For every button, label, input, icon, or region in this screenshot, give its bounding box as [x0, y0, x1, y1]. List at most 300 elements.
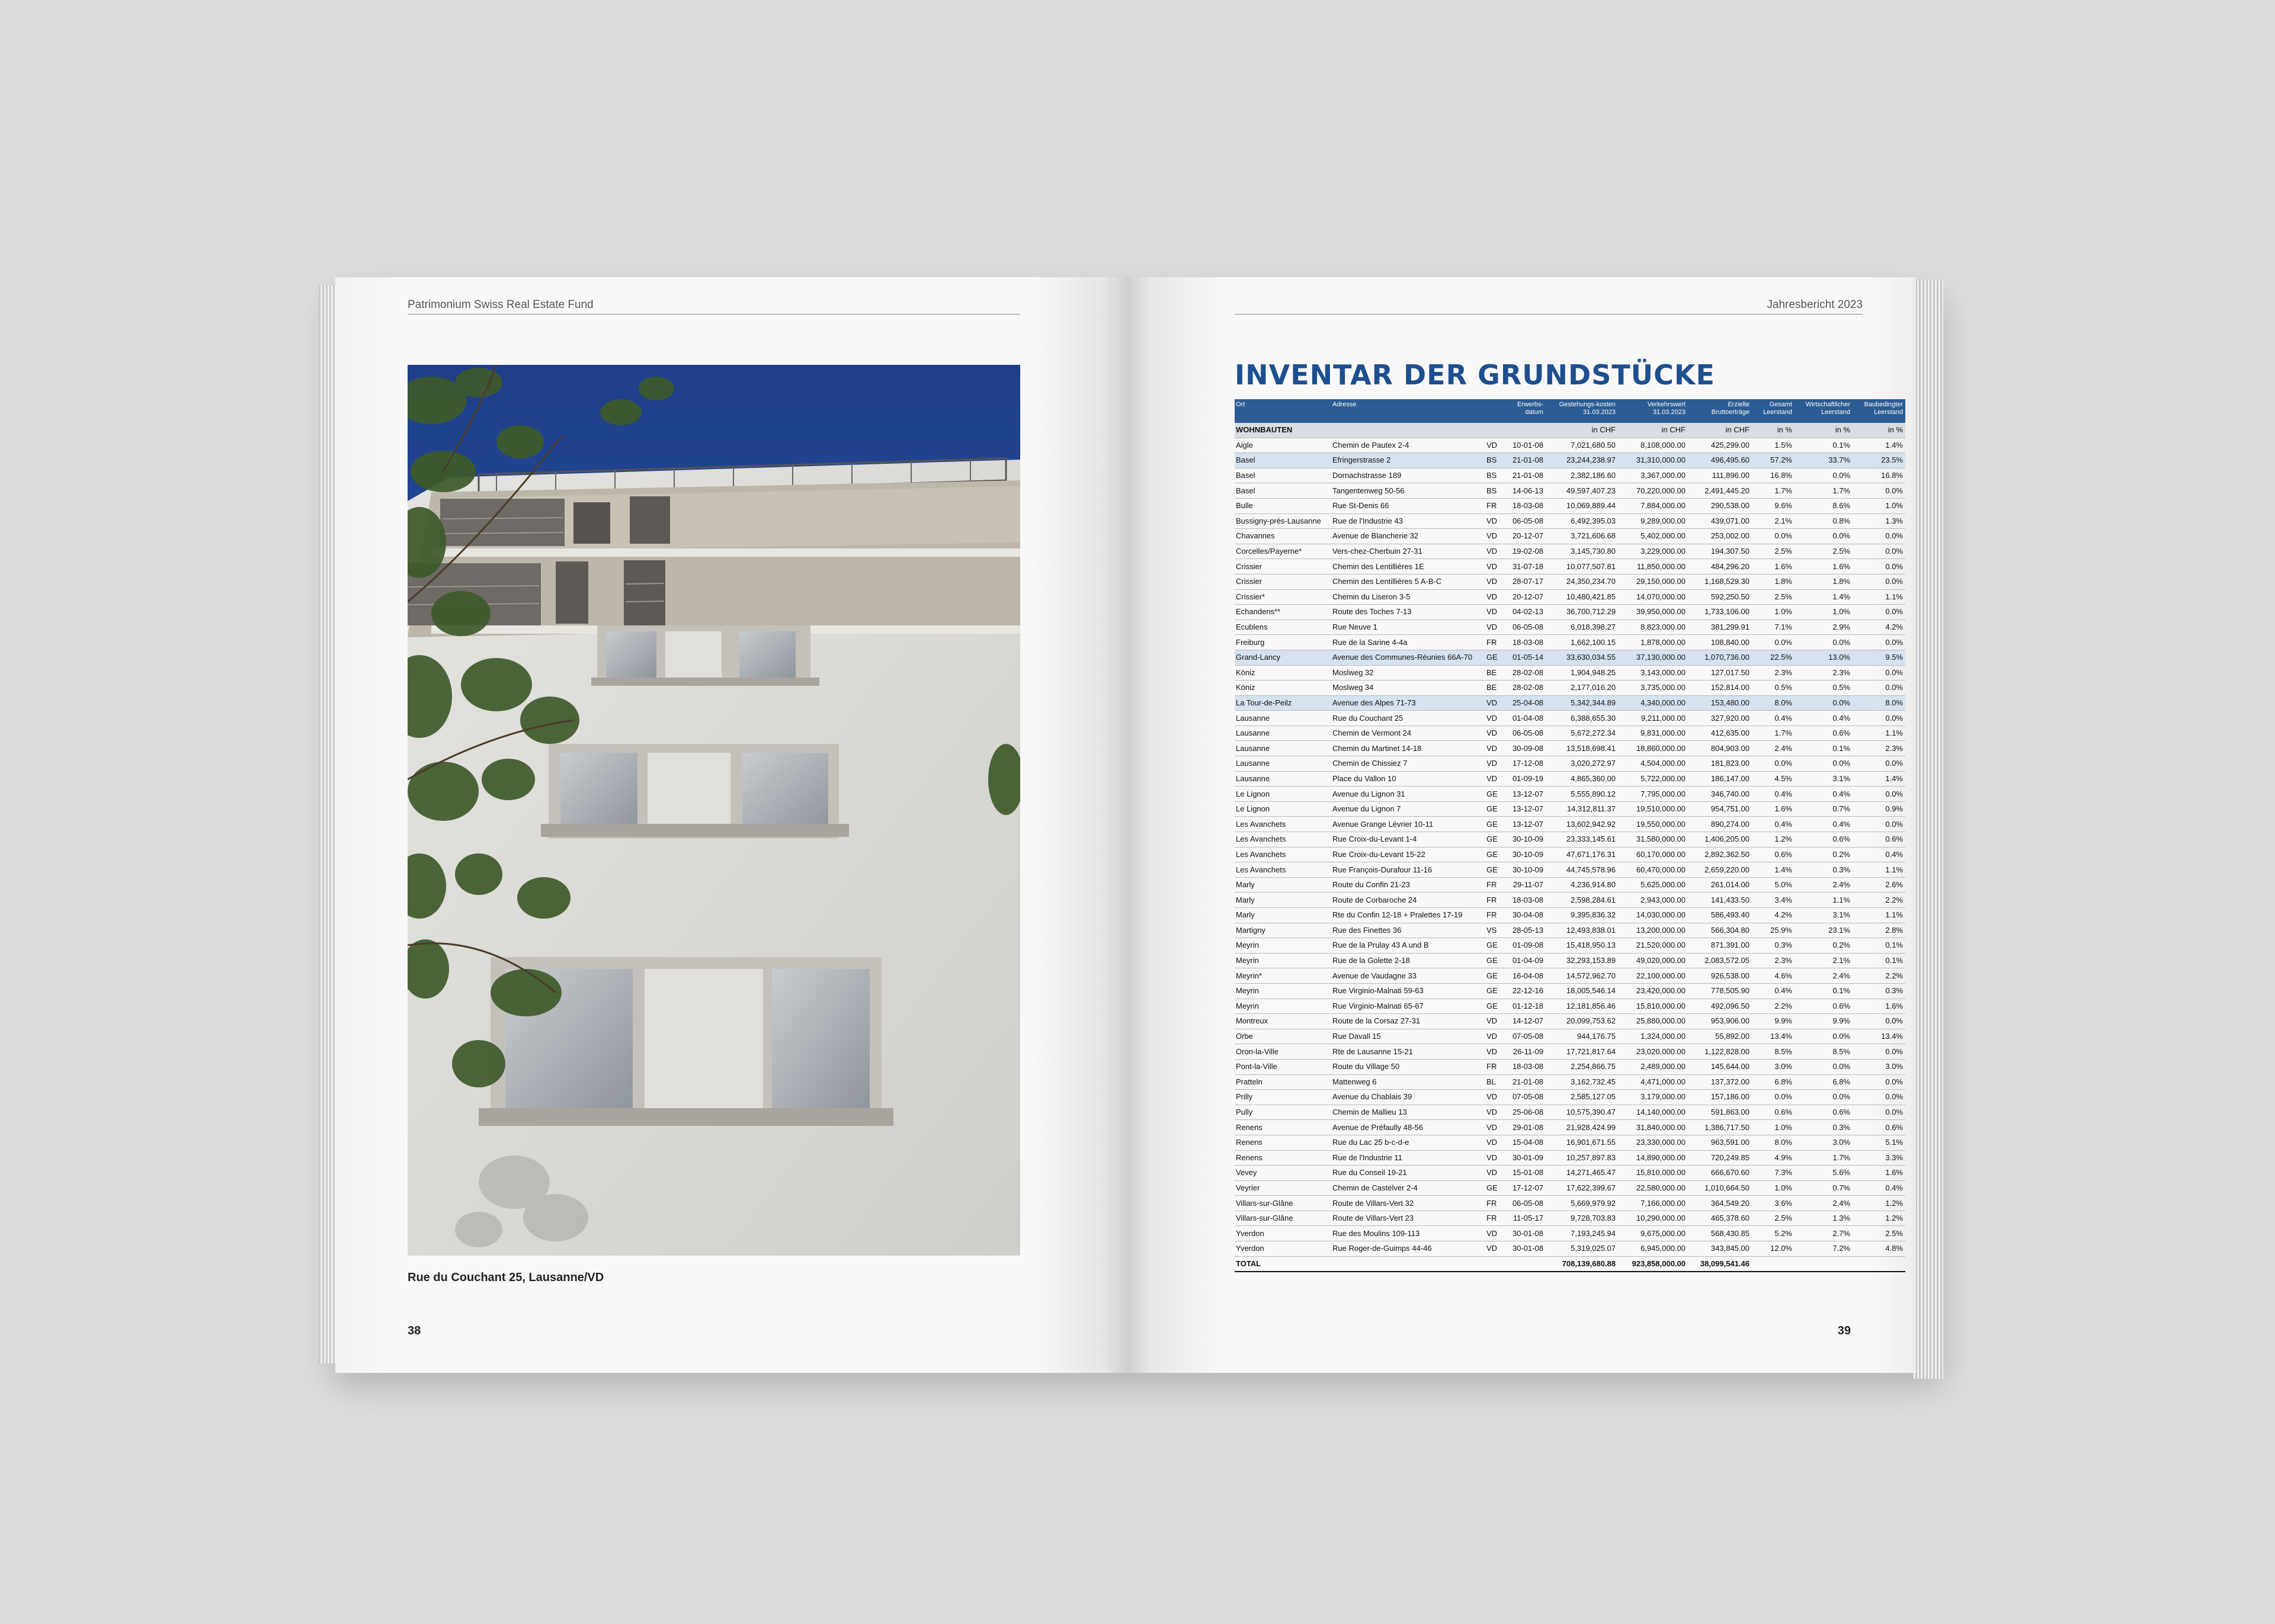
table-cell: 23,244,238.97 [1546, 453, 1618, 468]
table-cell: 10-01-08 [1503, 438, 1546, 453]
table-cell: 39,950,000.00 [1618, 605, 1688, 620]
table-cell: 0.7% [1795, 801, 1853, 817]
table-cell: Pont-la-Ville [1235, 1059, 1331, 1074]
table-cell: 44,745,578.96 [1546, 862, 1618, 878]
table-cell: 2,598,284.61 [1546, 893, 1618, 908]
table-cell: Meyrin* [1235, 968, 1331, 984]
table-cell: 16.8% [1752, 468, 1795, 483]
table-cell: 804,903.00 [1688, 741, 1752, 756]
table-cell: 2,892,362.50 [1688, 847, 1752, 862]
total-cell [1503, 1256, 1546, 1272]
table-cell: 7,166,000.00 [1618, 1196, 1688, 1211]
table-row [1235, 1029, 1905, 1044]
column-header: Wirtschaftlicher Leerstand [1795, 399, 1853, 423]
table-cell: 0.4% [1752, 983, 1795, 999]
table-cell: 2,943,000.00 [1618, 893, 1688, 908]
table-cell: 1.0% [1853, 498, 1905, 513]
table-cell: 14,312,811.37 [1546, 801, 1618, 817]
table-cell: Lausanne [1235, 771, 1331, 787]
table-cell: 0.0% [1752, 529, 1795, 544]
total-cell: 923,858,000.00 [1618, 1256, 1688, 1272]
table-cell: 2.3% [1795, 665, 1853, 681]
table-cell: Chemin de Chissiez 7 [1331, 756, 1485, 772]
table-cell: Rue Davall 15 [1331, 1029, 1485, 1044]
table-cell: 2,659,220.00 [1688, 862, 1752, 878]
total-cell [1331, 1256, 1485, 1272]
table-cell: Chemin du Liseron 3-5 [1331, 589, 1485, 605]
table-cell: 586,493.40 [1688, 908, 1752, 923]
table-cell: GE [1485, 832, 1503, 848]
table-row [1235, 726, 1905, 741]
table-row [1235, 1150, 1905, 1166]
table-cell: Route du Confin 21-23 [1331, 877, 1485, 893]
table-cell: FR [1485, 1059, 1503, 1074]
table-cell: 3.3% [1853, 1150, 1905, 1166]
table-cell: 1.6% [1795, 559, 1853, 575]
table-cell: Rue de la Golette 2-18 [1331, 953, 1485, 968]
table-cell: 0.6% [1752, 847, 1795, 862]
table-cell: 1,070,736.00 [1688, 650, 1752, 665]
table-cell: 1.6% [1853, 1166, 1905, 1181]
table-cell: 0.2% [1795, 938, 1853, 954]
table-cell: 1.3% [1853, 513, 1905, 529]
table-row [1235, 513, 1905, 529]
table-row [1235, 832, 1905, 848]
table-cell: 22,580,000.00 [1618, 1180, 1688, 1196]
table-cell: Corcelles/Payerne* [1235, 544, 1331, 559]
table-row [1235, 1044, 1905, 1060]
table-cell: 108,840.00 [1688, 635, 1752, 650]
table-cell: GE [1485, 983, 1503, 999]
table-row [1235, 1166, 1905, 1181]
table-cell: 261,014.00 [1688, 877, 1752, 893]
table-cell: Moslweg 34 [1331, 681, 1485, 696]
table-cell: 3.1% [1795, 908, 1853, 923]
table-row [1235, 605, 1905, 620]
table-row [1235, 544, 1905, 559]
table-cell: 1.4% [1853, 438, 1905, 453]
table-cell: Chemin de Castelver 2-4 [1331, 1180, 1485, 1196]
table-cell: 0.4% [1853, 1180, 1905, 1196]
table-cell: 17-12-07 [1503, 1180, 1546, 1196]
table-cell: Avenue du Chablais 39 [1331, 1090, 1485, 1105]
table-cell: 2.7% [1795, 1226, 1853, 1241]
table-cell: 3.1% [1795, 771, 1853, 787]
table-cell: 12,493,838.01 [1546, 923, 1618, 938]
table-cell: VD [1485, 620, 1503, 635]
table-cell: 0.4% [1752, 817, 1795, 832]
table-cell: 37,130,000.00 [1618, 650, 1688, 665]
table-cell: 7.2% [1795, 1241, 1853, 1257]
total-cell [1795, 1256, 1853, 1272]
table-cell: Rue des Finettes 36 [1331, 923, 1485, 938]
table-row [1235, 983, 1905, 999]
table-cell: Vevey [1235, 1166, 1331, 1181]
table-cell: Les Avanchets [1235, 817, 1331, 832]
table-cell: Lausanne [1235, 741, 1331, 756]
table-cell: VD [1485, 559, 1503, 575]
table-cell: Veyrier [1235, 1180, 1331, 1196]
table-cell: 04-02-13 [1503, 605, 1546, 620]
table-row [1235, 650, 1905, 665]
table-cell: 17,622,399.67 [1546, 1180, 1618, 1196]
table-cell: 1,662,100.15 [1546, 635, 1618, 650]
table-cell: Avenue du Lignon 31 [1331, 787, 1485, 802]
table-cell: 25-06-08 [1503, 1105, 1546, 1120]
table-cell: Tangentenweg 50-56 [1331, 483, 1485, 499]
table-cell: 1.1% [1853, 908, 1905, 923]
table-cell: 0.0% [1853, 1105, 1905, 1120]
table-cell: 0.0% [1795, 635, 1853, 650]
table-cell: 0.3% [1795, 1120, 1853, 1135]
table-cell: Efringerstrasse 2 [1331, 453, 1485, 468]
table-cell: 0.0% [1853, 574, 1905, 589]
table-cell: Chavannes [1235, 529, 1331, 544]
table-cell: 1.7% [1752, 726, 1795, 741]
table-cell: 0.4% [1752, 787, 1795, 802]
table-cell: Le Lignon [1235, 787, 1331, 802]
table-cell: BS [1485, 483, 1503, 499]
table-cell: 14,271,465.47 [1546, 1166, 1618, 1181]
table-cell: 15,810,000.00 [1618, 999, 1688, 1014]
section-label: WOHNBAUTEN [1235, 423, 1331, 438]
table-cell: VD [1485, 1226, 1503, 1241]
table-cell: 3,229,000.00 [1618, 544, 1688, 559]
table-cell: 2.4% [1795, 1196, 1853, 1211]
photo-caption: Rue du Couchant 25, Lausanne/VD [408, 1271, 604, 1284]
table-cell: 0.0% [1795, 529, 1853, 544]
table-cell: 2.4% [1752, 741, 1795, 756]
table-cell: 5,342,344.89 [1546, 695, 1618, 711]
table-cell: 1.7% [1752, 483, 1795, 499]
table-cell: 5,669,979.92 [1546, 1196, 1618, 1211]
table-row [1235, 589, 1905, 605]
table-cell: 0.0% [1752, 1090, 1795, 1105]
table-cell: 01-04-08 [1503, 711, 1546, 726]
table-cell: 23,333,145.61 [1546, 832, 1618, 848]
table-cell: 0.0% [1795, 468, 1853, 483]
table-cell: VD [1485, 1105, 1503, 1120]
table-cell: 22-12-16 [1503, 983, 1546, 999]
table-cell: 23.5% [1853, 453, 1905, 468]
table-cell: 18-03-08 [1503, 635, 1546, 650]
table-row [1235, 529, 1905, 544]
table-cell: 2,382,186.60 [1546, 468, 1618, 483]
table-cell: 6.8% [1795, 1074, 1853, 1090]
table-cell: 13.4% [1853, 1029, 1905, 1044]
table-cell: 23.1% [1795, 923, 1853, 938]
table-cell: Freiburg [1235, 635, 1331, 650]
table-cell: 15-01-08 [1503, 1166, 1546, 1181]
table-cell: 20-12-07 [1503, 529, 1546, 544]
table-cell: 0.2% [1795, 847, 1853, 862]
table-cell: Mattenweg 6 [1331, 1074, 1485, 1090]
table-cell: 953,906.00 [1688, 1014, 1752, 1029]
table-cell: 1.0% [1752, 1180, 1795, 1196]
table-cell: 55,892.00 [1688, 1029, 1752, 1044]
table-cell: 13-12-07 [1503, 817, 1546, 832]
table-cell: VD [1485, 1029, 1503, 1044]
table-cell: 1,386,717.50 [1688, 1120, 1752, 1135]
table-cell: Rue Neuve 1 [1331, 620, 1485, 635]
table-cell: Marly [1235, 893, 1331, 908]
table-cell: GE [1485, 817, 1503, 832]
column-header: Gesamt Leerstand [1752, 399, 1795, 423]
table-row [1235, 847, 1905, 862]
table-cell: 14,030,000.00 [1618, 908, 1688, 923]
left-page [335, 277, 1128, 1373]
table-cell: 13-12-07 [1503, 787, 1546, 802]
table-cell: 0.4% [1752, 711, 1795, 726]
table-cell: 13,200,000.00 [1618, 923, 1688, 938]
table-cell: VD [1485, 711, 1503, 726]
table-cell: 5.6% [1795, 1166, 1853, 1181]
table-row [1235, 1105, 1905, 1120]
table-cell: 484,296.20 [1688, 559, 1752, 575]
table-cell: 4,471,000.00 [1618, 1074, 1688, 1090]
table-cell: 0.1% [1795, 741, 1853, 756]
table-cell: 0.0% [1853, 635, 1905, 650]
table-cell: Rue du Couchant 25 [1331, 711, 1485, 726]
table-cell: BS [1485, 468, 1503, 483]
table-cell: 31,840,000.00 [1618, 1120, 1688, 1135]
table-cell: 16.8% [1853, 468, 1905, 483]
table-row [1235, 665, 1905, 681]
table-cell: 2,177,016.20 [1546, 681, 1618, 696]
table-cell: FR [1485, 908, 1503, 923]
table-cell: 1.2% [1853, 1211, 1905, 1226]
table-cell: 7,884,000.00 [1618, 498, 1688, 513]
table-cell: 0.5% [1752, 681, 1795, 696]
table-cell: VD [1485, 1120, 1503, 1135]
table-cell: 568,430.85 [1688, 1226, 1752, 1241]
table-cell: BE [1485, 665, 1503, 681]
table-cell: Köniz [1235, 681, 1331, 696]
table-row [1235, 1211, 1905, 1226]
table-cell: 0.0% [1853, 711, 1905, 726]
table-cell: 01-12-18 [1503, 999, 1546, 1014]
total-cell [1752, 1256, 1795, 1272]
table-cell: 1,878,000.00 [1618, 635, 1688, 650]
table-cell: 29,150,000.00 [1618, 574, 1688, 589]
table-cell: 13-12-07 [1503, 801, 1546, 817]
table-cell: 0.6% [1795, 999, 1853, 1014]
table-cell: 2.6% [1853, 877, 1905, 893]
table-row [1235, 635, 1905, 650]
table-cell: 23,330,000.00 [1618, 1135, 1688, 1150]
table-row [1235, 1196, 1905, 1211]
table-cell: 1.5% [1752, 438, 1795, 453]
table-cell: 1.1% [1853, 862, 1905, 878]
table-cell: 22.5% [1752, 650, 1795, 665]
table-cell: 14,890,000.00 [1618, 1150, 1688, 1166]
table-cell: Marly [1235, 908, 1331, 923]
table-cell: 13.4% [1752, 1029, 1795, 1044]
table-cell: 327,920.00 [1688, 711, 1752, 726]
table-cell: 6,492,395.03 [1546, 513, 1618, 529]
table-cell: 13,602,942.92 [1546, 817, 1618, 832]
unit-label [1503, 423, 1546, 438]
table-row [1235, 438, 1905, 453]
table-cell: 963,591.00 [1688, 1135, 1752, 1150]
table-row [1235, 1226, 1905, 1241]
table-cell: Avenue de Préfaully 48-56 [1331, 1120, 1485, 1135]
table-cell: 2,083,572.05 [1688, 953, 1752, 968]
table-row [1235, 483, 1905, 499]
table-cell: 1.7% [1795, 1150, 1853, 1166]
table-cell: Basel [1235, 483, 1331, 499]
table-cell: Prilly [1235, 1090, 1331, 1105]
total-cell [1853, 1256, 1905, 1272]
unit-label [1485, 423, 1503, 438]
unit-label: in CHF [1688, 423, 1752, 438]
table-cell: 7.1% [1752, 620, 1795, 635]
column-header: Baubedingter Leerstand [1853, 399, 1905, 423]
table-row [1235, 953, 1905, 968]
table-cell: Rue Croix-du-Levant 1-4 [1331, 832, 1485, 848]
table-cell: 10,480,421.85 [1546, 589, 1618, 605]
table-cell: Route de la Corsaz 27-31 [1331, 1014, 1485, 1029]
table-cell: 36,700,712.29 [1546, 605, 1618, 620]
table-cell: Oron-la-Ville [1235, 1044, 1331, 1060]
table-cell: 2.2% [1853, 968, 1905, 984]
table-cell: 18-03-08 [1503, 893, 1546, 908]
table-cell: 28-05-13 [1503, 923, 1546, 938]
table-cell: 0.6% [1853, 1120, 1905, 1135]
table-cell: VD [1485, 771, 1503, 787]
table-cell: 141,433.50 [1688, 893, 1752, 908]
table-cell: 0.4% [1795, 787, 1853, 802]
table-cell: 10,069,889.44 [1546, 498, 1618, 513]
table-cell: 9,395,836.32 [1546, 908, 1618, 923]
table-cell: 381,299.91 [1688, 620, 1752, 635]
table-cell: 0.6% [1853, 832, 1905, 848]
table-cell: 17,721,817.64 [1546, 1044, 1618, 1060]
table-cell: 14,572,962.70 [1546, 968, 1618, 984]
table-cell: VD [1485, 589, 1503, 605]
table-cell: 20,099,753.62 [1546, 1014, 1618, 1029]
table-cell: 364,549.20 [1688, 1196, 1752, 1211]
table-cell: 145,644.00 [1688, 1059, 1752, 1074]
table-cell: Rue de l'Industrie 43 [1331, 513, 1485, 529]
table-cell: GE [1485, 953, 1503, 968]
page-stack-left [319, 285, 337, 1363]
table-cell: Avenue de Vaudagne 33 [1331, 968, 1485, 984]
table-row [1235, 1090, 1905, 1105]
table-cell: 890,274.00 [1688, 817, 1752, 832]
table-cell: Meyrin [1235, 983, 1331, 999]
table-cell: VD [1485, 1014, 1503, 1029]
table-cell: 111,896.00 [1688, 468, 1752, 483]
table-cell: 465,378.60 [1688, 1211, 1752, 1226]
table-cell: 0.0% [1853, 817, 1905, 832]
table-cell: 2.9% [1795, 620, 1853, 635]
table-cell: 0.8% [1795, 513, 1853, 529]
table-cell: 1.1% [1853, 726, 1905, 741]
table-cell: Pratteln [1235, 1074, 1331, 1090]
table-cell: 10,257,897.83 [1546, 1150, 1618, 1166]
table-cell: Köniz [1235, 665, 1331, 681]
unit-label: in % [1853, 423, 1905, 438]
table-cell: 07-05-08 [1503, 1029, 1546, 1044]
table-cell: 9.9% [1795, 1014, 1853, 1029]
table-cell: 60,170,000.00 [1618, 847, 1688, 862]
table-cell: 3.6% [1752, 1196, 1795, 1211]
table-cell: 10,575,390.47 [1546, 1105, 1618, 1120]
table-cell: Rte du Confin 12-18 + Pralettes 17-19 [1331, 908, 1485, 923]
table-cell: FR [1485, 877, 1503, 893]
table-cell: Rue des Moulins 109-113 [1331, 1226, 1485, 1241]
table-cell: GE [1485, 650, 1503, 665]
table-cell: 10,290,000.00 [1618, 1211, 1688, 1226]
table-cell: 5,625,000.00 [1618, 877, 1688, 893]
table-cell: 11,850,000.00 [1618, 559, 1688, 575]
table-cell: Orbe [1235, 1029, 1331, 1044]
table-cell: 9,831,000.00 [1618, 726, 1688, 741]
table-cell: Avenue Grange Lévrier 10-11 [1331, 817, 1485, 832]
table-cell: Marly [1235, 877, 1331, 893]
table-cell: 28-02-08 [1503, 681, 1546, 696]
table-cell: 26-11-09 [1503, 1044, 1546, 1060]
table-row [1235, 695, 1905, 711]
table-cell: 0.0% [1795, 1090, 1853, 1105]
table-row [1235, 453, 1905, 468]
table-cell: 31,310,000.00 [1618, 453, 1688, 468]
table-cell: Avenue des Communes-Réunies 66A-70 [1331, 650, 1485, 665]
table-cell: VD [1485, 513, 1503, 529]
table-cell: Lausanne [1235, 711, 1331, 726]
table-cell: VD [1485, 544, 1503, 559]
table-cell: 3,179,000.00 [1618, 1090, 1688, 1105]
table-cell: 2.3% [1752, 953, 1795, 968]
table-cell: Rue Virginio-Malnati 59-63 [1331, 983, 1485, 999]
table-cell: 33,630,034.55 [1546, 650, 1618, 665]
table-cell: 31-07-18 [1503, 559, 1546, 575]
table-cell: 1.0% [1752, 605, 1795, 620]
table-cell: Rue du Lac 25 b-c-d-e [1331, 1135, 1485, 1150]
table-cell: 1.8% [1752, 574, 1795, 589]
table-cell: 2.5% [1853, 1226, 1905, 1241]
table-cell: Renens [1235, 1150, 1331, 1166]
table-cell: 0.7% [1795, 1180, 1853, 1196]
table-cell: Chemin de Pautex 2-4 [1331, 438, 1485, 453]
table-cell: 1,122,828.00 [1688, 1044, 1752, 1060]
table-cell: 31,580,000.00 [1618, 832, 1688, 848]
table-cell: Avenue des Alpes 71-73 [1331, 695, 1485, 711]
table-cell: 3,145,730.80 [1546, 544, 1618, 559]
table-cell: VD [1485, 756, 1503, 772]
table-cell: Place du Vallon 10 [1331, 771, 1485, 787]
table-cell: 25-04-08 [1503, 695, 1546, 711]
table-cell: 5,402,000.00 [1618, 529, 1688, 544]
table-cell: Route de Corbaroche 24 [1331, 893, 1485, 908]
table-cell: 592,250.50 [1688, 589, 1752, 605]
table-cell: FR [1485, 635, 1503, 650]
table-cell: Rte de Lausanne 15-21 [1331, 1044, 1485, 1060]
table-cell: BE [1485, 681, 1503, 696]
table-cell: Lausanne [1235, 726, 1331, 741]
table-row [1235, 862, 1905, 878]
table-cell: Basel [1235, 453, 1331, 468]
table-cell: 8.0% [1853, 695, 1905, 711]
table-cell: 0.1% [1795, 983, 1853, 999]
table-cell: Echandens** [1235, 605, 1331, 620]
table-cell: 07-05-08 [1503, 1090, 1546, 1105]
table-cell: VD [1485, 1044, 1503, 1060]
table-cell: 2.3% [1752, 665, 1795, 681]
table-cell: 30-10-09 [1503, 832, 1546, 848]
table-cell: 1.1% [1795, 893, 1853, 908]
